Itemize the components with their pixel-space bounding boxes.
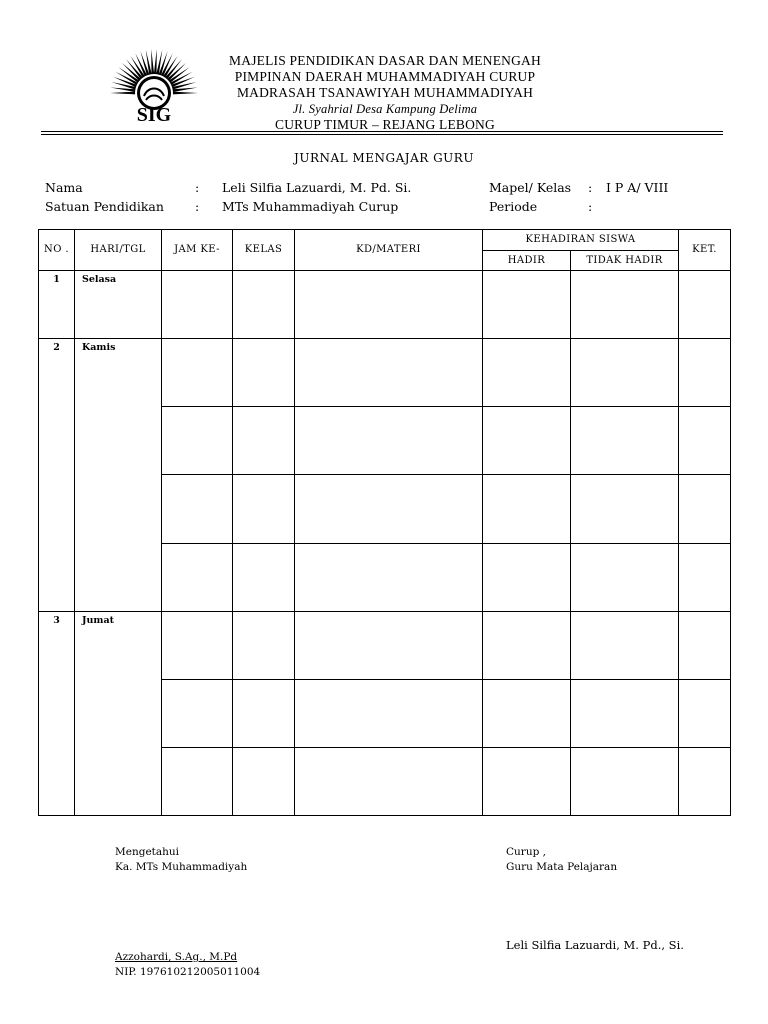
- nama-label: Nama: [45, 180, 83, 195]
- nama-separator: :: [195, 180, 200, 195]
- mapel-separator: :: [588, 180, 593, 195]
- kelas-cell[interactable]: [233, 407, 295, 475]
- kelas-cell[interactable]: [233, 747, 295, 815]
- ket-cell[interactable]: [679, 271, 731, 339]
- tidak-hadir-cell[interactable]: [571, 611, 679, 679]
- mapel-value: I P A/ VIII: [606, 180, 669, 195]
- journal-table: [38, 229, 731, 816]
- nama-value: Leli Silfia Lazuardi, M. Pd. Si.: [222, 180, 412, 195]
- org-line-3: MADRASAH TSANAWIYAH MUHAMMADIYAH: [236, 85, 534, 100]
- header-no: NO .: [39, 230, 75, 271]
- teacher-title: Guru Mata Pelajaran: [506, 861, 618, 873]
- hadir-cell[interactable]: [483, 271, 571, 339]
- org-line-2: PIMPINAN DAERAH MUHAMMADIYAH CURUP: [234, 69, 536, 84]
- header-hadir: HADIR: [483, 251, 571, 271]
- kd-materi-cell[interactable]: [295, 679, 483, 747]
- satuan-separator: :: [195, 199, 200, 214]
- tidak-hadir-cell[interactable]: [571, 339, 679, 407]
- ket-cell[interactable]: [679, 747, 731, 815]
- tidak-hadir-cell[interactable]: [571, 679, 679, 747]
- hadir-cell[interactable]: [483, 339, 571, 407]
- header-ket: KET.: [679, 230, 731, 271]
- kd-materi-cell[interactable]: [295, 475, 483, 543]
- jam-cell[interactable]: [162, 543, 233, 611]
- org-line-1: MAJELIS PENDIDIKAN DASAR DAN MENENGAH: [229, 53, 541, 68]
- mengetahui-label: Mengetahui: [115, 846, 180, 858]
- headmaster-nip: NIP. 197610212005011004: [115, 966, 261, 978]
- periode-label: Periode: [489, 199, 538, 214]
- ket-cell[interactable]: [679, 407, 731, 475]
- ket-cell[interactable]: [679, 679, 731, 747]
- jam-cell[interactable]: [162, 407, 233, 475]
- headmaster-title: Ka. MTs Muhammadiyah: [115, 861, 248, 873]
- tidak-hadir-cell[interactable]: [571, 543, 679, 611]
- mapel-label: Mapel/ Kelas: [489, 180, 572, 195]
- header-kd-materi: KD/MATERI: [295, 230, 483, 271]
- letterhead-rule-thick: [41, 131, 723, 132]
- hadir-cell[interactable]: [483, 679, 571, 747]
- signature-left: [115, 845, 247, 875]
- ket-cell[interactable]: [679, 543, 731, 611]
- hadir-cell[interactable]: [483, 543, 571, 611]
- table-row: [39, 611, 731, 679]
- tidak-hadir-cell[interactable]: [571, 747, 679, 815]
- header-jam-ke: JAM KE-: [162, 230, 233, 271]
- row-day: Kamis: [75, 339, 162, 612]
- hadir-cell[interactable]: [483, 611, 571, 679]
- row-number: 2: [39, 339, 75, 612]
- table-row: [39, 339, 731, 407]
- row-day: Selasa: [75, 271, 162, 339]
- headmaster-signature-block: [115, 950, 260, 980]
- letterhead: [200, 53, 570, 133]
- row-number: 3: [39, 611, 75, 815]
- table-row: [39, 271, 731, 339]
- ket-cell[interactable]: [679, 611, 731, 679]
- org-address: Jl. Syahrial Desa Kampung Delima: [292, 102, 478, 116]
- jam-cell[interactable]: [162, 747, 233, 815]
- satuan-label: Satuan Pendidikan: [45, 199, 164, 214]
- place-date: Curup ,: [506, 846, 546, 858]
- jam-cell[interactable]: [162, 271, 233, 339]
- org-city: CURUP TIMUR – REJANG LEBONG: [275, 117, 495, 132]
- header-kelas: KELAS: [233, 230, 295, 271]
- header-hari-tgl: HARI/TGL: [75, 230, 162, 271]
- kelas-cell[interactable]: [233, 611, 295, 679]
- document-title: JURNAL MENGAJAR GURU: [294, 151, 474, 165]
- ket-cell[interactable]: [679, 339, 731, 407]
- letterhead-rule-thin: [41, 134, 723, 135]
- kd-materi-cell[interactable]: [295, 407, 483, 475]
- ket-cell[interactable]: [679, 475, 731, 543]
- journal-body: [39, 271, 731, 816]
- tidak-hadir-cell[interactable]: [571, 475, 679, 543]
- jam-cell[interactable]: [162, 679, 233, 747]
- kelas-cell[interactable]: [233, 475, 295, 543]
- kd-materi-cell[interactable]: [295, 611, 483, 679]
- header-kehadiran-siswa: KEHADIRAN SISWA: [483, 230, 679, 251]
- signature-right: [506, 845, 617, 875]
- hadir-cell[interactable]: [483, 475, 571, 543]
- row-number: 1: [39, 271, 75, 339]
- headmaster-name: Azzohardi, S.Ag., M.Pd: [115, 951, 238, 963]
- row-day: Jumat: [75, 611, 162, 815]
- muhammadiyah-sun-logo: [104, 48, 204, 128]
- periode-separator: :: [588, 199, 593, 214]
- hadir-cell[interactable]: [483, 747, 571, 815]
- tidak-hadir-cell[interactable]: [571, 407, 679, 475]
- logo-text: SIG: [136, 104, 172, 126]
- tidak-hadir-cell[interactable]: [571, 271, 679, 339]
- kd-materi-cell[interactable]: [295, 271, 483, 339]
- header-tidak-hadir: TIDAK HADIR: [571, 251, 679, 271]
- jam-cell[interactable]: [162, 339, 233, 407]
- jam-cell[interactable]: [162, 611, 233, 679]
- kd-materi-cell[interactable]: [295, 747, 483, 815]
- kelas-cell[interactable]: [233, 543, 295, 611]
- kelas-cell[interactable]: [233, 339, 295, 407]
- teacher-name: Leli Silfia Lazuardi, M. Pd., Si.: [506, 938, 684, 952]
- kd-materi-cell[interactable]: [295, 339, 483, 407]
- jam-cell[interactable]: [162, 475, 233, 543]
- kelas-cell[interactable]: [233, 271, 295, 339]
- kd-materi-cell[interactable]: [295, 543, 483, 611]
- hadir-cell[interactable]: [483, 407, 571, 475]
- satuan-value: MTs Muhammadiyah Curup: [222, 199, 399, 214]
- kelas-cell[interactable]: [233, 679, 295, 747]
